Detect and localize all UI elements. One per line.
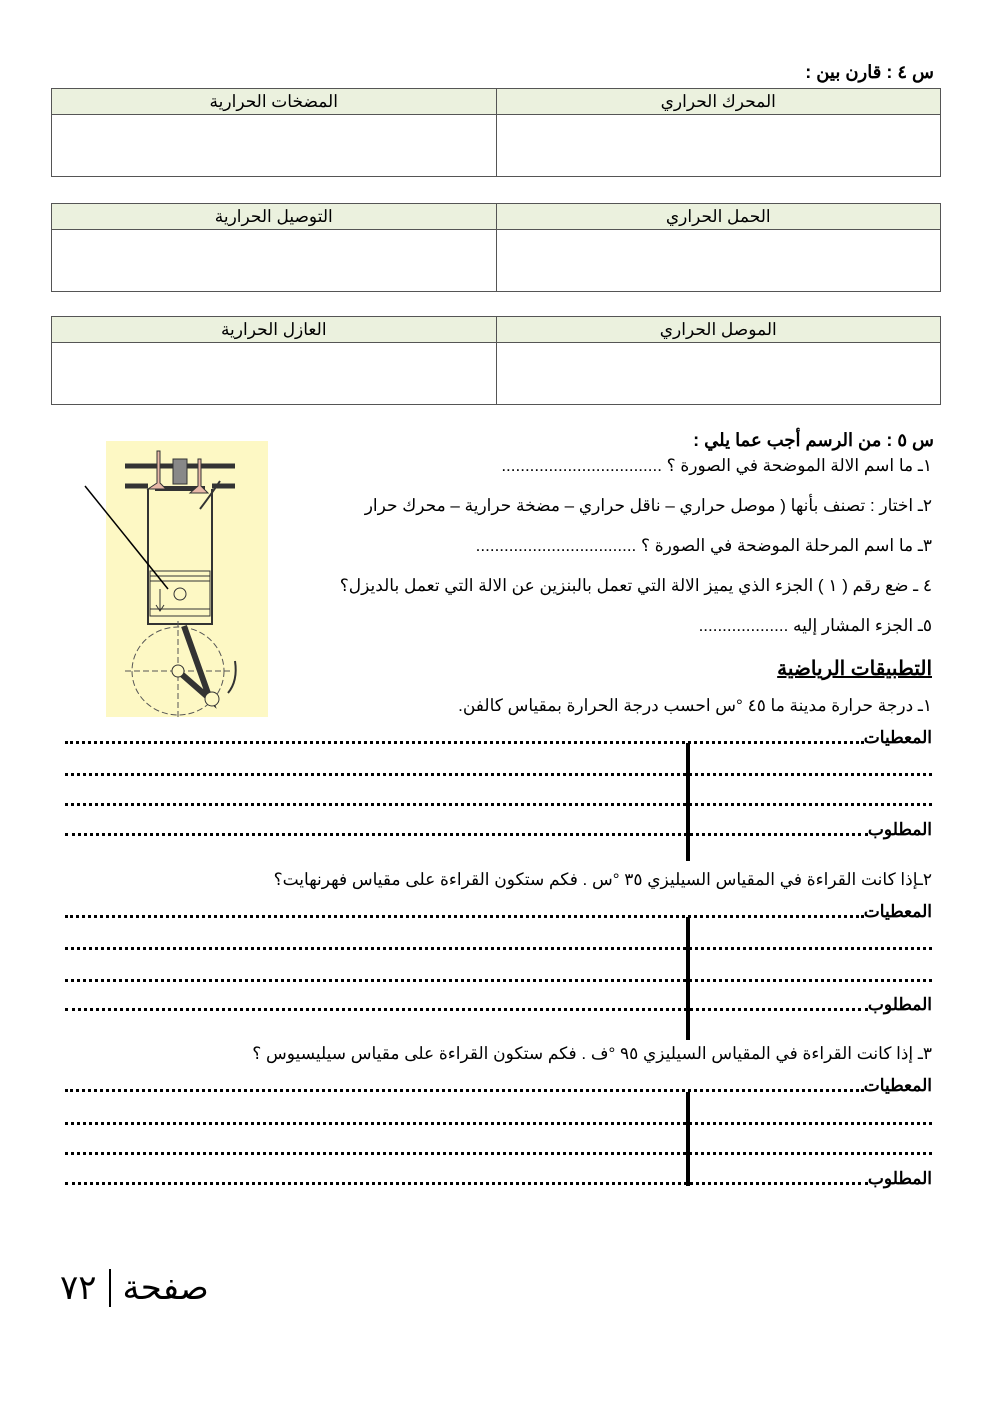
math-problem-1: ١ـ درجة حرارة مدينة ما ٤٥ °س احسب درجة الحرارة بمقياس كالفن. <box>458 696 932 715</box>
math-problem-2: ٢ـإذا كانت القراءة في المقياس السيليزي ٣٥ °س . فكم ستكون القراءة على مقياس فهرنهايت؟ <box>273 870 932 889</box>
answer-line[interactable] <box>65 788 932 810</box>
answer-line[interactable] <box>65 932 932 954</box>
required-label: المطلوب <box>867 820 932 839</box>
header-left: العازل الحرارية <box>52 317 497 343</box>
header-right: الحمل الحراري <box>496 204 941 230</box>
answer-line[interactable] <box>65 1107 932 1129</box>
answer-cell-left[interactable] <box>52 343 497 405</box>
footer-divider <box>109 1269 111 1307</box>
engine-diagram <box>80 441 270 717</box>
q5-item-5: ٥ـ الجزء المشار إليه ................... <box>698 616 932 635</box>
required-line[interactable] <box>65 1167 932 1189</box>
header-left: التوصيل الحرارية <box>52 204 497 230</box>
q4-title: س ٤ : قارن بين : <box>805 62 934 82</box>
header-right: الموصل الحراري <box>496 317 941 343</box>
math-problem-3: ٣ـ إذا كانت القراءة في المقياس السيليزي ٩٥ °ف . فكم ستكون القراءة على مقياس سيليسيوس ؟ <box>252 1044 932 1063</box>
compare-table-3 <box>51 316 941 405</box>
page-number: ٧٢ <box>60 1269 97 1307</box>
answer-line[interactable] <box>65 758 932 780</box>
header-right: المحرك الحراري <box>496 89 941 115</box>
answer-cell-right[interactable] <box>496 230 941 292</box>
q5-item-3: ٣ـ ما اسم المرحلة الموضحة في الصورة ؟ .................................. <box>475 536 932 555</box>
page-word: صفحة <box>122 1269 209 1307</box>
page-footer <box>60 1268 209 1308</box>
answer-cell-right[interactable] <box>496 115 941 177</box>
given-label: المعطيات <box>863 902 932 921</box>
compare-table-1 <box>51 88 941 177</box>
q5-item-1: ١ـ ما اسم الالة الموضحة في الصورة ؟ .................................. <box>501 456 932 475</box>
required-line[interactable] <box>65 818 932 840</box>
required-line[interactable] <box>65 993 932 1015</box>
given-label: المعطيات <box>863 1076 932 1095</box>
divider <box>686 1092 690 1186</box>
given-label: المعطيات <box>863 728 932 747</box>
answer-line[interactable] <box>65 964 932 986</box>
q5-title: س ٥ : من الرسم أجب عما يلي : <box>693 430 934 450</box>
q5-item-4: ٤ ـ ضع رقم ( ١ ) الجزء الذي يميز الالة التي تعمل بالبنزين عن الالة التي تعمل بالديزل؟ <box>339 576 932 595</box>
compare-table-2 <box>51 203 941 292</box>
answer-cell-left[interactable] <box>52 230 497 292</box>
given-line[interactable] <box>65 726 932 748</box>
answer-cell-left[interactable] <box>52 115 497 177</box>
divider <box>686 743 690 861</box>
required-label: المطلوب <box>867 1169 932 1188</box>
given-line[interactable] <box>65 1074 932 1096</box>
required-label: المطلوب <box>867 995 932 1014</box>
header-left: المضخات الحرارية <box>52 89 497 115</box>
answer-cell-right[interactable] <box>496 343 941 405</box>
answer-line[interactable] <box>65 1137 932 1159</box>
math-section-title: التطبيقات الرياضية <box>777 658 932 680</box>
divider <box>686 917 690 1040</box>
q5-item-2: ٢ـ اختار : تصنف بأنها ( موصل حراري – ناقل حراري – مضخة حرارية – محرك حرار <box>364 496 932 515</box>
given-line[interactable] <box>65 900 932 922</box>
